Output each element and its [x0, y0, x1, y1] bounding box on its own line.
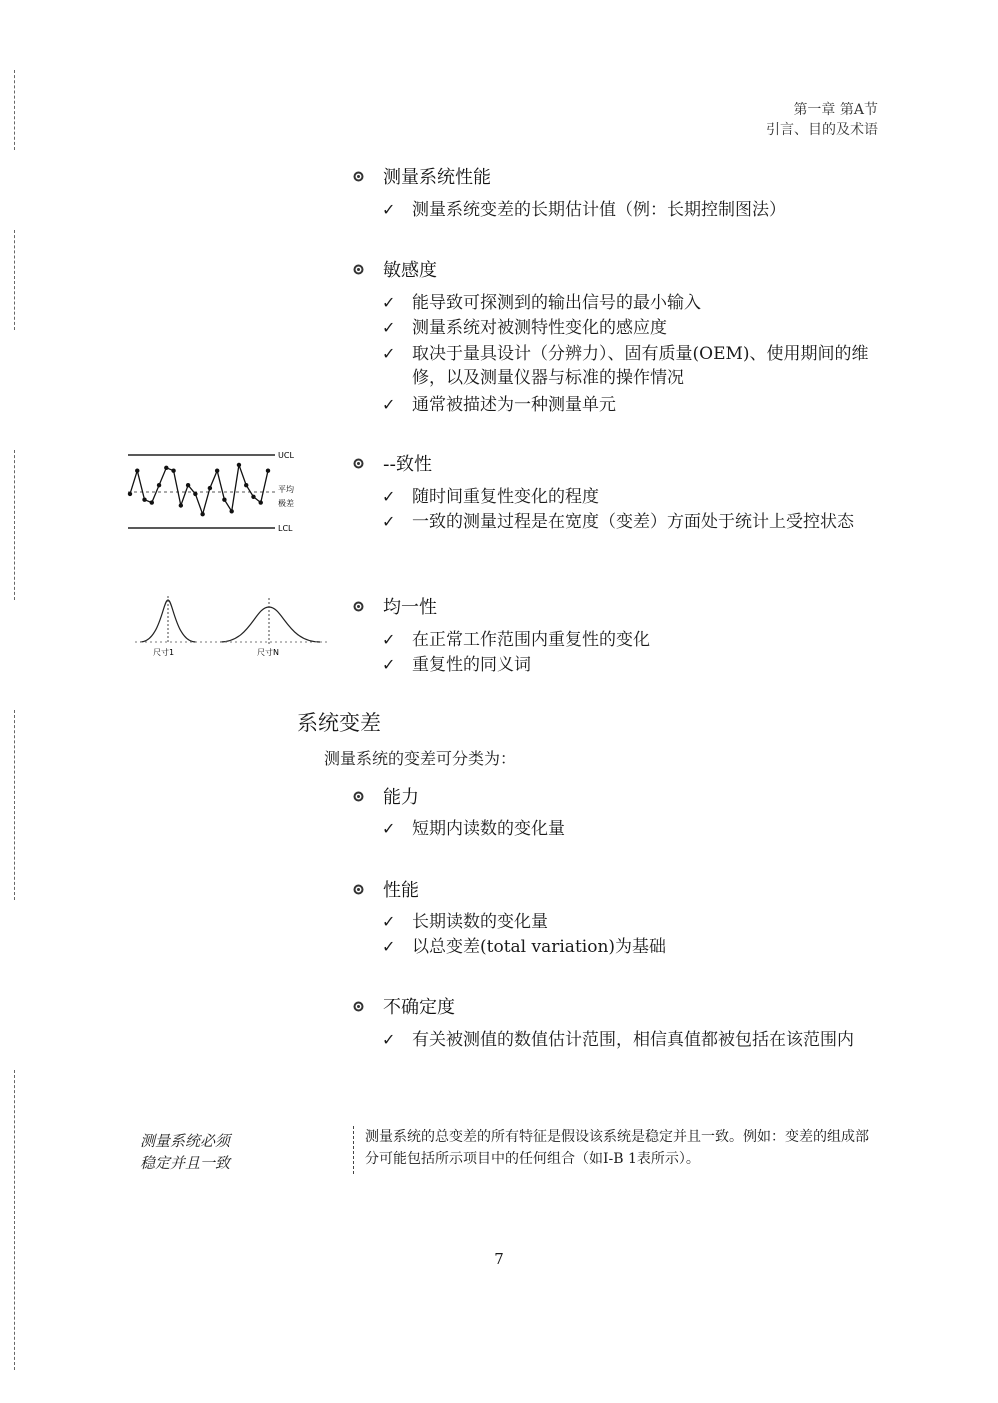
bullet-performance	[352, 876, 419, 902]
data-point	[222, 498, 226, 502]
average-label: 平均	[278, 485, 294, 494]
bullet-dot-icon	[352, 170, 365, 183]
scan-marker	[14, 1070, 15, 1370]
checkmark-icon: ✓	[382, 819, 396, 838]
bullet-capability	[352, 783, 419, 809]
checkmark-icon: ✓	[382, 655, 396, 674]
checkmark-icon: ✓	[382, 395, 396, 414]
data-point	[244, 483, 248, 487]
note-bar	[353, 1126, 355, 1174]
section-intro: 测量系统的变差可分类为：	[324, 749, 517, 768]
bullet-title: 测量系统性能	[383, 167, 491, 188]
data-point	[251, 495, 255, 499]
check-item: ✓ 短期内读数的变化量	[382, 819, 565, 839]
checkmark-icon: ✓	[382, 318, 396, 337]
lcl-label: LCL	[278, 524, 293, 533]
bullet-title: 性能	[383, 880, 419, 901]
bullet-measurement-performance	[352, 163, 491, 189]
data-point	[128, 492, 132, 496]
margin-note-line: 稳定并且一致	[140, 1154, 231, 1172]
check-item: ✓ 重复性的同义词	[382, 655, 531, 675]
header-subtitle: 引言、目的及术语	[766, 122, 878, 138]
bullet-title: 能力	[383, 787, 419, 808]
checkmark-icon: ✓	[382, 487, 396, 506]
control-chart	[120, 440, 310, 540]
data-point	[259, 500, 263, 504]
check-item: ✓ 以总变差(total variation)为基础	[382, 937, 667, 957]
data-point	[179, 503, 183, 507]
distribution-curves	[135, 592, 335, 660]
bullet-title: --致性	[383, 454, 432, 475]
bullet-title: 敏感度	[383, 260, 437, 281]
size-1-label: 尺寸1	[153, 648, 175, 657]
data-point	[237, 463, 241, 467]
check-item: ✓ 随时间重复性变化的程度	[382, 487, 599, 507]
check-item: ✓ 有关被测值的数值估计范围，相信真值都被包括在该范围内	[382, 1030, 854, 1050]
bullet-dot-icon	[352, 790, 365, 803]
header-chapter: 第一章 第A节	[793, 102, 878, 118]
data-point	[215, 469, 219, 473]
checkmark-icon: ✓	[382, 912, 396, 931]
data-point	[171, 469, 175, 473]
data-point	[229, 509, 233, 513]
checkmark-icon: ✓	[382, 344, 396, 363]
bullet-consistency	[352, 450, 432, 476]
data-point	[208, 486, 212, 490]
bullet-dot-icon	[352, 883, 365, 896]
data-series-line	[130, 465, 268, 514]
check-item: ✓ 能导致可探测到的输出信号的最小输入	[382, 293, 701, 313]
scan-marker	[14, 450, 15, 600]
bullet-dot-icon	[352, 457, 365, 470]
check-item: ✓ 取决于量具设计（分辨力）、固有质量(OEM)、使用期间的维修，以及测量仪器与标准的操作情况	[382, 344, 869, 388]
bullet-title: 均一性	[383, 597, 437, 618]
checkmark-icon: ✓	[382, 1030, 396, 1049]
section-heading: 系统变差	[297, 711, 381, 735]
bullet-uncertainty	[352, 993, 455, 1019]
note-paragraph: 测量系统的总变差的所有特征是假设该系统是稳定并且一致。例如：变差的组成部分可能包括所示项目中的任何组合（如I-B 1表所示）。	[365, 1129, 869, 1167]
check-item: ✓ 长期读数的变化量	[382, 912, 548, 932]
check-item: ✓ 通常被描述为一种测量单元	[382, 395, 616, 415]
checkmark-icon: ✓	[382, 200, 396, 219]
check-item: ✓ 测量系统变差的长期估计值（例：长期控制图法）	[382, 200, 786, 220]
margin-note-line: 测量系统必须	[140, 1132, 231, 1150]
data-point	[157, 483, 161, 487]
checkmark-icon: ✓	[382, 630, 396, 649]
bullet-title: 不确定度	[383, 997, 455, 1018]
checkmark-icon: ✓	[382, 937, 396, 956]
scan-marker	[14, 230, 15, 330]
ucl-label: UCL	[278, 451, 294, 460]
data-point	[135, 469, 139, 473]
data-point	[266, 469, 270, 473]
bullet-sensitivity	[352, 256, 437, 282]
checkmark-icon: ✓	[382, 293, 396, 312]
data-point	[164, 466, 168, 470]
bullet-dot-icon	[352, 263, 365, 276]
bullet-dot-icon	[352, 1000, 365, 1013]
data-point	[200, 512, 204, 516]
running-header	[766, 100, 878, 140]
scan-marker	[14, 70, 15, 150]
bullet-uniformity	[352, 593, 437, 619]
margin-note	[140, 1130, 230, 1174]
data-point	[150, 500, 154, 504]
check-item: ✓ 一致的测量过程是在宽度（变差）方面处于统计上受控状态	[382, 512, 854, 532]
range-label: 极差	[278, 499, 294, 508]
page-number: 7	[494, 1250, 504, 1268]
size-n-label: 尺寸N	[257, 648, 279, 657]
data-point	[193, 492, 197, 496]
data-point	[142, 498, 146, 502]
check-item: ✓ 在正常工作范围内重复性的变化	[382, 630, 650, 650]
check-item: ✓ 测量系统对被测特性变化的感应度	[382, 318, 667, 338]
scan-marker	[14, 710, 15, 900]
checkmark-icon: ✓	[382, 512, 396, 531]
data-point	[186, 483, 190, 487]
wide-curve	[220, 607, 320, 642]
bullet-dot-icon	[352, 600, 365, 613]
